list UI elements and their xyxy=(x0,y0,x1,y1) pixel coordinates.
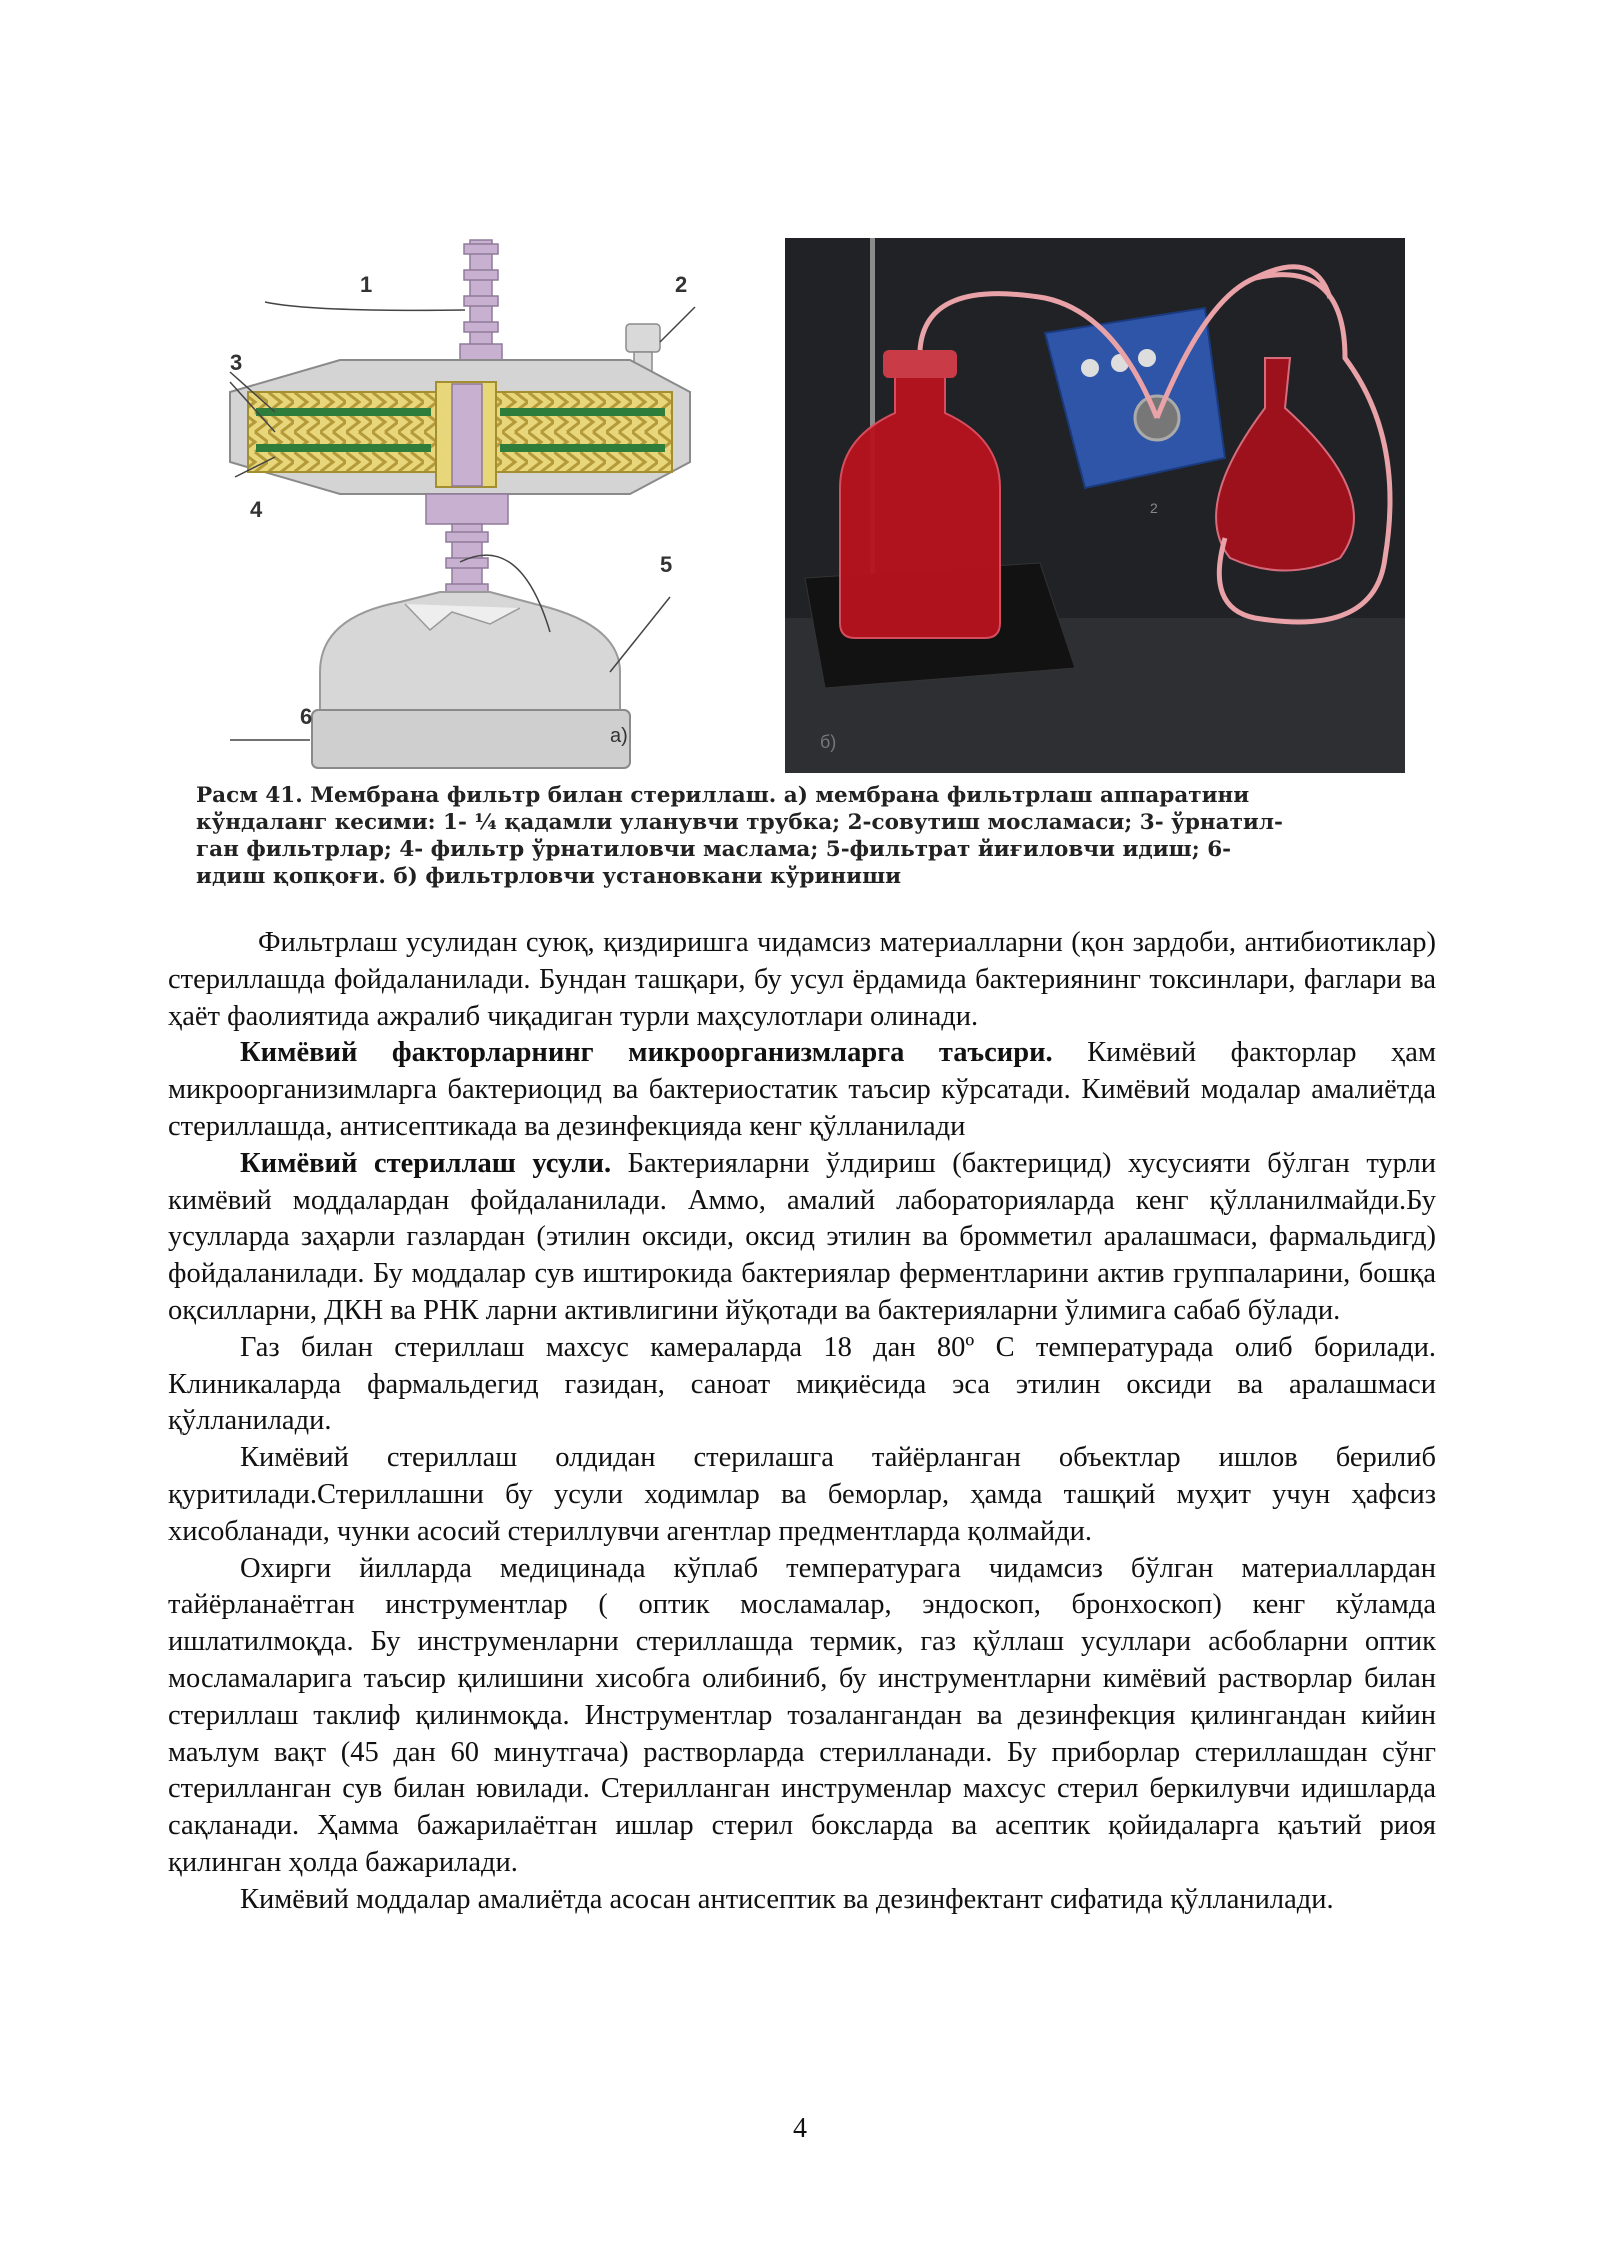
body-text xyxy=(168,925,1436,1919)
paragraph: Кимёвий стериллаш усули. Бактерияларни ўлдириш (бактерицид) хусусияти бўлган турли кимёвий моддалардан фойдаланилади. Аммо, амалий лабораторияларда кенг қўлланилмайди.Бу усулларда заҳарли газлардан (этилин оксиди, оксид этилин ва бромметил аралашмаси, фармальдигд) фойдаланилади. Бу моддалар сув иштирокида бактериялар ферментларини актив группаларини, бошқа оқсилларни, ДКН ва РНК ларни активлигини йўқотади ва бактерияларни ўлимига сабаб бўлади. xyxy=(168,1147,1437,1326)
caption-line: Расм 41. Мембрана фильтр билан стериллаш. а) мембрана фильтрлаш аппаратини xyxy=(196,783,1250,808)
membrane-filter-diagram xyxy=(190,232,700,777)
diagram-label-5: 5 xyxy=(660,552,673,577)
panel-a-label: а) xyxy=(610,725,628,747)
caption-line: идиш қопқоғи. б) фильтрловчи установкани кўриниши xyxy=(196,864,902,889)
section-heading: Кимёвий факторларнинг микроорганизмларга таъсири. xyxy=(240,1037,1053,1069)
paragraph: Фильтрлаш усулидан суюқ, қиздиришга чидамсиз материалларни (қон зардоби, антибиотиклар) стериллашда фойдаланилади. Бундан ташқари, бу усул ёрдамида бактериянинг токсинлари, фаглари ва ҳаёт фаолиятида ажралиб чиқадиган турли маҳсулотлари олинади. xyxy=(168,927,1436,1032)
panel-b-label: б) xyxy=(820,732,837,752)
page-number: 4 xyxy=(793,2113,807,2144)
paragraph: Охирги йилларда медицинада кўплаб температурага чидамсиз бўлган материаллардан тайёрланаётган инструментлар ( оптик мосламалар, эндоскоп, бронхоскоп) кенг кўламда ишлатилмоқда. Бу инструменларни стериллашда термик, газ қўллаш усуллари асбобларни оптик мосламаларига таъсир қилишини хисобга олибиниб, бу инструментларни кимёвий растворлар билан стериллаш таклиф қилинмоқда. Инструментлар тозалангандан ва дезинфекция қилингандан кийин маълум вақт (45 дан 60 минутгача) растворларда стерилланади. Бу приборлар стериллашдан сўнг стерилланган сув билан ювилади. Стерилланган инструменлар махсус стерил беркилувчи идишларда сақланади. Ҳамма бажарилаётган ишлар стерил боксларда ва асептик қойидаларга қаътий риоя қилинган ҳолда бажарилади. xyxy=(168,1552,1436,1878)
photo-inner-label: 2 xyxy=(1150,500,1158,516)
diagram-label-2: 2 xyxy=(675,272,688,297)
diagram-label-3: 3 xyxy=(230,350,243,375)
paragraph: Кимёвий факторларнинг микроорганизмларга таъсири. Кимёвий факторлар ҳам микроорганизимларга бактериоцид ва бактериостатик таъсир кўрсатади. Кимёвий модалар амалиётда стериллашда, антисептикада ва дезинфекцияда кенг қўлланилади xyxy=(168,1037,1436,1142)
filtration-setup-photo xyxy=(785,238,1405,773)
paragraph: Газ билан стериллаш махсус камераларда 18 дан 80º С температурада олиб борилади. Клиникаларда фармальдегид газидан, саноат миқиёсида эса этилин оксиди ва аралашмаси қўлланилади. xyxy=(168,1331,1436,1437)
paragraph: Кимёвий стериллаш олдидан стерилашга тайёрланган объектлар ишлов берилиб қуритилади.Стериллашни бу усули ходимлар ва беморлар, ҳамда ташқий муҳит учун ҳафсиз хисобланади, чунки асосий стериллувчи агентлар предментларда қолмайди. xyxy=(168,1442,1436,1547)
diagram-label-4: 4 xyxy=(250,497,263,522)
caption-line: кўндаланг кесими: 1- ¼ қадамли уланувчи трубка; 2-совутиш мосламаси; 3- ўрнатил- xyxy=(196,810,1283,835)
bottle-cap xyxy=(312,710,630,768)
caption-line: ган фильтрлар; 4- фильтр ўрнатиловчи маслама; 5-фильтрат йиғиловчи идиш; 6- xyxy=(196,837,1232,862)
diagram-label-6: 6 xyxy=(300,704,313,729)
diagram-label-1: 1 xyxy=(360,272,373,297)
figure-caption xyxy=(196,782,1396,890)
paragraph: Кимёвий моддалар амалиётда асосан антисептик ва дезинфектант сифатида қўлланилади. xyxy=(240,1883,1334,1915)
section-heading: Кимёвий стериллаш усули. xyxy=(240,1147,612,1179)
